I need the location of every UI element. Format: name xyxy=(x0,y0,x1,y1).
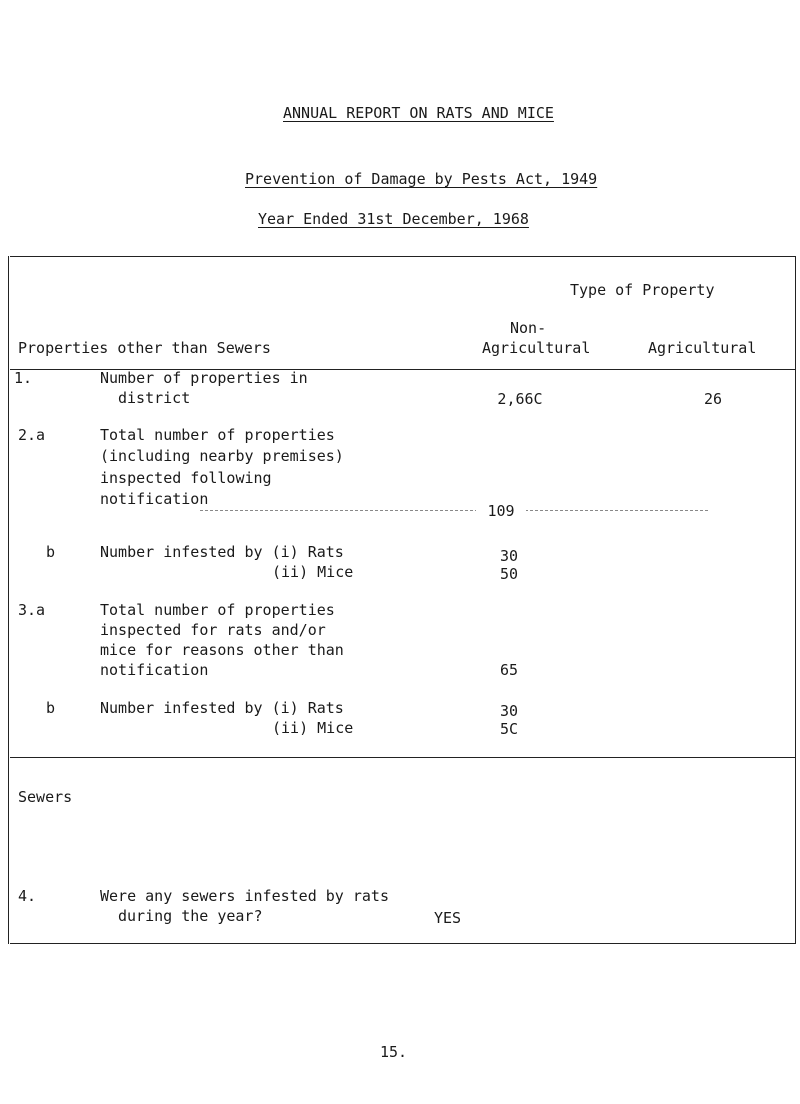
sewers-question-line2: during the year? xyxy=(118,907,263,925)
non-agricultural-heading-line2: Agricultural xyxy=(482,339,591,357)
page-number: 15. xyxy=(380,1043,408,1061)
row-3a-label-line1: Total number of properties xyxy=(100,601,335,619)
report-period: Year Ended 31st December, 1968 xyxy=(258,210,529,228)
row-1-label-line1: Number of properties in xyxy=(100,369,308,387)
row-1-non-agricultural-value: 2,66C xyxy=(497,390,543,408)
row-3b-rats-value: 30 xyxy=(499,702,519,720)
table-bottom-rule xyxy=(10,943,796,944)
report-title: ANNUAL REPORT ON RATS AND MICE xyxy=(283,104,554,122)
sewers-heading: Sewers xyxy=(18,788,73,806)
sewers-answer: YES xyxy=(434,909,462,927)
row-1-agricultural-value: 26 xyxy=(703,390,723,408)
row-2b-rats-value: 30 xyxy=(499,547,519,565)
row-2b-mice-value: 50 xyxy=(499,565,519,583)
report-subtitle: Prevention of Damage by Pests Act, 1949 xyxy=(245,170,598,188)
row-3a-label-line3: mice for reasons other than xyxy=(100,641,344,659)
row-1-number: 1. xyxy=(14,369,33,387)
table-top-rule xyxy=(10,256,796,257)
agricultural-heading: Agricultural xyxy=(648,339,757,357)
row-2a-leader-line xyxy=(200,510,708,511)
row-2b-label-line1: Number infested by (i) Rats xyxy=(100,543,344,561)
row-3a-non-agricultural-value: 65 xyxy=(499,661,519,679)
row-3a-label-line4: notification xyxy=(100,661,209,679)
row-3b-mice-value: 5C xyxy=(499,720,519,738)
properties-other-than-sewers-heading: Properties other than Sewers xyxy=(18,339,271,357)
type-of-property-heading: Type of Property xyxy=(570,281,715,299)
row-2b-number: b xyxy=(46,543,56,561)
row-3a-number: 3.a xyxy=(18,601,46,619)
sewers-question-number: 4. xyxy=(18,887,37,905)
non-agricultural-heading-line1: Non- xyxy=(510,319,547,337)
row-2b-label-line2: (ii) Mice xyxy=(272,563,354,581)
row-3b-label-line2: (ii) Mice xyxy=(272,719,354,737)
row-2a-number: 2.a xyxy=(18,426,46,444)
row-2a-label-line4: notification xyxy=(100,490,209,508)
table-sewers-rule xyxy=(10,757,796,758)
table-right-border xyxy=(795,256,796,944)
row-2a-label-line2: (including nearby premises) xyxy=(100,447,344,465)
table-left-border xyxy=(8,256,9,944)
sewers-question-line1: Were any sewers infested by rats xyxy=(100,887,389,905)
row-2a-label-line3: inspected following xyxy=(100,469,272,487)
row-1-label-line2: district xyxy=(118,389,191,407)
row-2a-label-line1: Total number of properties xyxy=(100,426,335,444)
row-3b-label-line1: Number infested by (i) Rats xyxy=(100,699,344,717)
row-3a-label-line2: inspected for rats and/or xyxy=(100,621,326,639)
row-2a-non-agricultural-value: 109 xyxy=(476,503,526,520)
row-3b-number: b xyxy=(46,699,56,717)
